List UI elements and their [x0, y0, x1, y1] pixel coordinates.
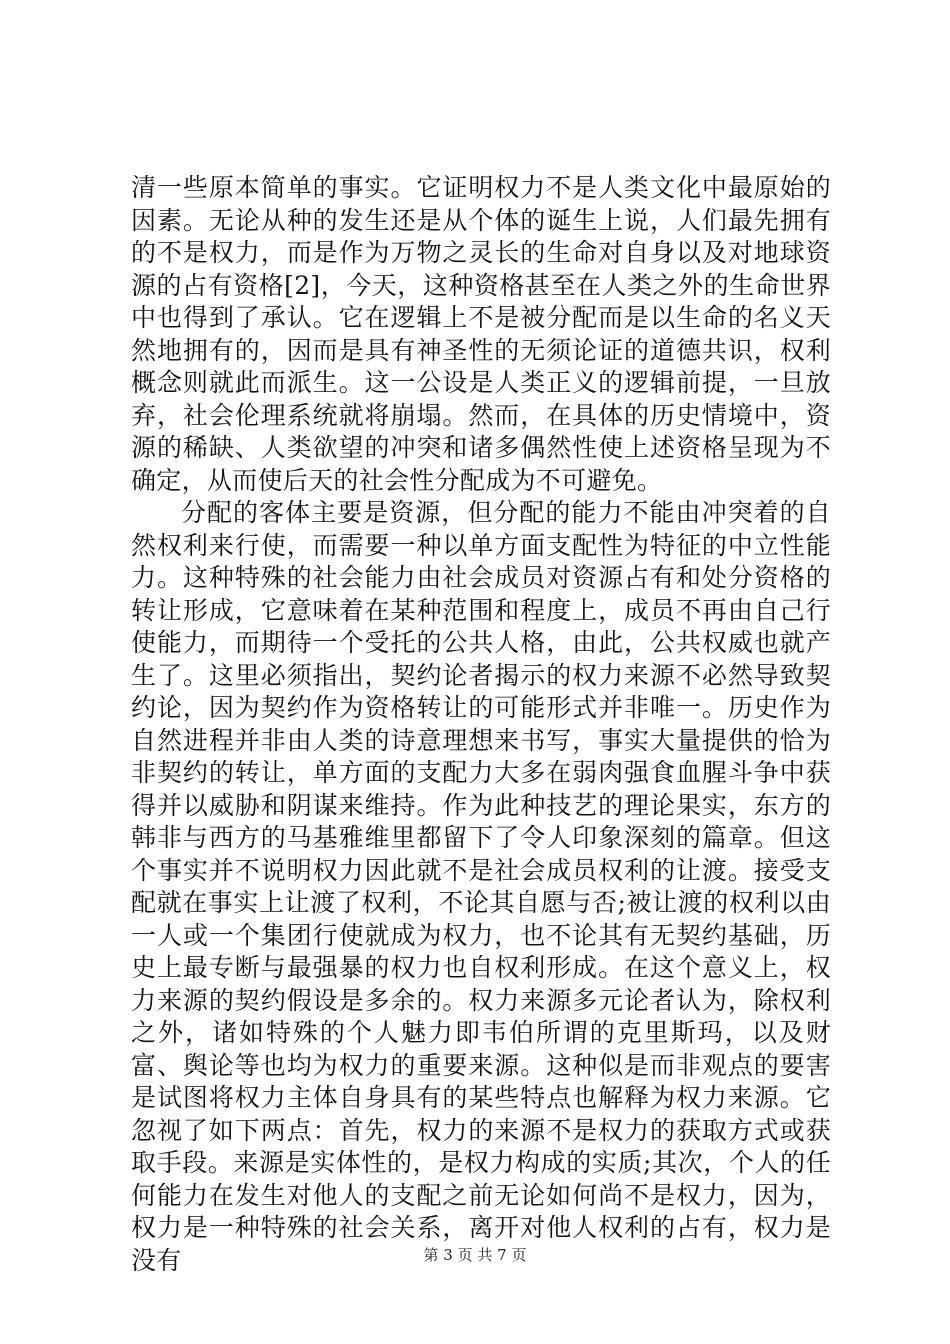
page-number-footer: 第 3 页 共 7 页 [423, 1246, 527, 1264]
paragraph-1: 清一些原本简单的事实。它证明权力不是人类文化中最原始的因素。无论从种的发生还是从个体的诞生上说，人们最先拥有的不是权力，而是作为万物之灵长的生命对自身以及对地球资源的占有资格[2]，今天，这种资格甚至在人类之外的生命世界中也得到了承认。它在逻辑上不是被分配而是以生命的名义天然地拥有的，因而是具有神圣性的无须论证的道德共识，权利概念则就此而派生。这一公设是人类正义的逻辑前提，一旦放弃，社会伦理系统就将崩塌。然而，在具体的历史情境中，资源的稀缺、人类欲望的冲突和诸多偶然性使上述资格呈现为不确定，从而使后天的社会性分配成为不可避免。 [131, 173, 831, 495]
paragraph-2: 分配的客体主要是资源，但分配的能力不能由冲突着的自然权利来行使，而需要一种以单方面支配性为特征的中立性能力。这种特殊的社会能力由社会成员对资源占有和处分资格的转让形成，它意味着在某种范围和程度上，成员不再由自己行使能力，而期待一个受托的公共人格，由此，公共权威也就产生了。这里必须指出，契约论者揭示的权力来源不必然导致契约论，因为契约作为资格转让的可能形式并非唯一。历史作为自然进程并非由人类的诗意理想来书写，事实大量提供的恰为非契约的转让，单方面的支配力大多在弱肉强食血腥斗争中获得并以威胁和阴谋来维持。作为此种技艺的理论果实，东方的韩非与西方的马基雅维里都留下了令人印象深刻的篇章。但这个事实并不说明权力因此就不是社会成员权利的让渡。接受支配就在事实上让渡了权利，不论其自愿与否;被让渡的权利以由一人或一个集团行使就成为权力，也不论其有无契约基础，历史上最专断与最强暴的权力也自权利形成。在这个意义上，权力来源的契约假设是多余的。权力来源多元论者认为，除权利之外，诸如特殊的个人魅力即韦伯所谓的克里斯玛，以及财富、舆论等也均为权力的重要来源。这种似是而非观点的要害是试图将权力主体自身具有的某些特点也解释为权力来源。它忽视了如下两点：首先，权力的来源不是权力的获取方式或获取手段。来源是实体性的，是权力构成的实质;其次，个人的任何能力在发生对他人的支配之前无论如何尚不是权力，因为，权力是一种特殊的社会关系，离开对他人权利的占有，权力是没有 [131, 498, 831, 1275]
body-text [131, 172, 831, 1277]
